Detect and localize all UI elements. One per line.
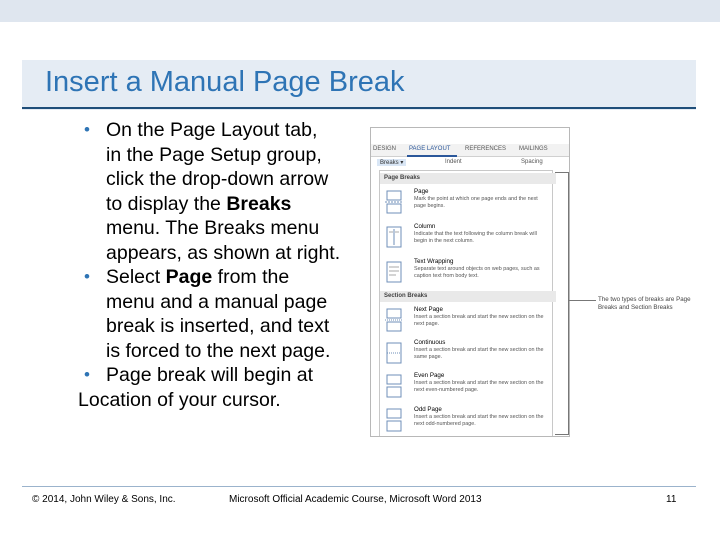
even-page-icon <box>384 374 404 398</box>
menu-item-page-desc: Mark the point at which one page ends and the next page begins. <box>414 196 538 209</box>
breaks-menu <box>379 170 553 437</box>
menu-item-next-page-desc: Insert a section break and start the new section on the next page. <box>414 314 544 327</box>
top-band <box>0 0 720 22</box>
bullet-marker: • <box>84 120 90 139</box>
menu-item-column-name: Column <box>414 223 436 230</box>
menu-item-page[interactable] <box>380 186 552 222</box>
callout-bracket-bottom <box>555 434 569 435</box>
menu-item-even-page-desc: Insert a section break and start the new section on the next even-numbered page. <box>414 380 544 393</box>
column-break-icon <box>384 225 404 249</box>
page-breaks-header: Page Breaks <box>380 173 556 184</box>
bullet-3 <box>78 363 378 388</box>
bullet-1-line-6: appears, as shown at right. <box>106 241 341 264</box>
bullet-3-line-1: Page break will begin at <box>106 364 314 386</box>
indent-label: Indent <box>445 159 462 165</box>
page-bold: Page <box>165 266 213 288</box>
menu-item-continuous-desc: Insert a section break and start the new section on the same page. <box>414 347 544 360</box>
menu-item-odd-page-desc: Insert a section break and start the new section on the next odd-numbered page. <box>414 414 544 427</box>
breaks-bold: Breaks <box>226 192 292 215</box>
callout-text: The two types of breaks are Page Breaks and Section Breaks <box>598 296 691 311</box>
tab-page-layout[interactable]: PAGE LAYOUT <box>409 146 451 152</box>
spacing-label: Spacing <box>521 159 543 165</box>
bullet-2-line-3: break is inserted, and text <box>106 315 330 337</box>
page-break-icon <box>384 190 404 214</box>
menu-item-text-wrapping-name: Text Wrapping <box>414 258 454 265</box>
bullet-2-line-4: is forced to the next page. <box>106 339 331 362</box>
bullet-1-line-1: On the Page Layout tab, <box>106 119 318 141</box>
menu-item-continuous-name: Continuous <box>414 339 446 346</box>
tab-design[interactable]: DESIGN <box>373 146 397 152</box>
bullet-list <box>78 118 378 412</box>
callout-bracket-top <box>555 172 569 173</box>
menu-item-even-page-name: Even Page <box>414 372 445 379</box>
footer-page-number: 11 <box>666 494 677 505</box>
menu-item-column-desc: Indicate that the text following the column break will begin in the next column. <box>414 231 537 244</box>
menu-item-page-name: Page <box>414 188 429 195</box>
tab-references[interactable]: REFERENCES <box>465 146 507 152</box>
callout-pointer <box>568 300 596 301</box>
breaks-button[interactable]: Breaks ▾ <box>377 159 406 166</box>
menu-item-text-wrapping[interactable] <box>380 256 552 292</box>
bullet-2-pre: Select <box>106 266 166 288</box>
text-wrapping-icon <box>384 260 404 284</box>
footer-copyright: © 2014, John Wiley & Sons, Inc. <box>32 494 176 505</box>
bullet-1-line-4 <box>106 192 378 217</box>
callout-bracket <box>568 172 569 434</box>
bullet-1 <box>78 118 378 265</box>
menu-item-odd-page[interactable] <box>380 404 552 437</box>
tab-mailings[interactable]: MAILINGS <box>519 146 548 152</box>
bullet-1-line-2: in the Page Setup group, <box>106 143 322 166</box>
bullet-3-line-2: Location of your cursor. <box>78 388 281 411</box>
slide-title: Insert a Manual Page Break <box>45 66 405 98</box>
active-tab-underline <box>407 155 457 157</box>
bullet-2-line-1 <box>106 265 378 290</box>
continuous-icon <box>384 341 404 365</box>
menu-item-even-page[interactable] <box>380 370 552 406</box>
bullet-2-line-2: menu and a manual page <box>106 290 328 313</box>
title-rule <box>22 107 696 109</box>
odd-page-icon <box>384 408 404 432</box>
menu-item-odd-page-name: Odd Page <box>414 406 442 413</box>
bullet-1-line-4-text: to display the <box>106 192 227 215</box>
footer-course: Microsoft Official Academic Course, Microsoft Word 2013 <box>229 494 482 505</box>
menu-item-next-page[interactable] <box>380 304 552 340</box>
menu-item-next-page-name: Next Page <box>414 306 443 313</box>
bullet-1-line-3: click the drop-down arrow <box>106 168 329 190</box>
bullet-1-line-5: menu. The Breaks menu <box>106 217 320 239</box>
bullet-marker: • <box>84 365 90 384</box>
menu-item-continuous[interactable] <box>380 337 552 373</box>
bullet-2-post: from the <box>212 266 290 288</box>
next-page-icon <box>384 308 404 332</box>
bullet-2 <box>78 265 378 363</box>
menu-item-text-wrapping-desc: Separate text around objects on web pages, such as caption text from body text. <box>414 266 540 279</box>
section-breaks-header: Section Breaks <box>380 291 556 302</box>
menu-item-column[interactable] <box>380 221 552 257</box>
footer-rule <box>22 486 696 487</box>
bullet-marker: • <box>84 267 90 286</box>
breaks-menu-screenshot <box>370 127 570 437</box>
